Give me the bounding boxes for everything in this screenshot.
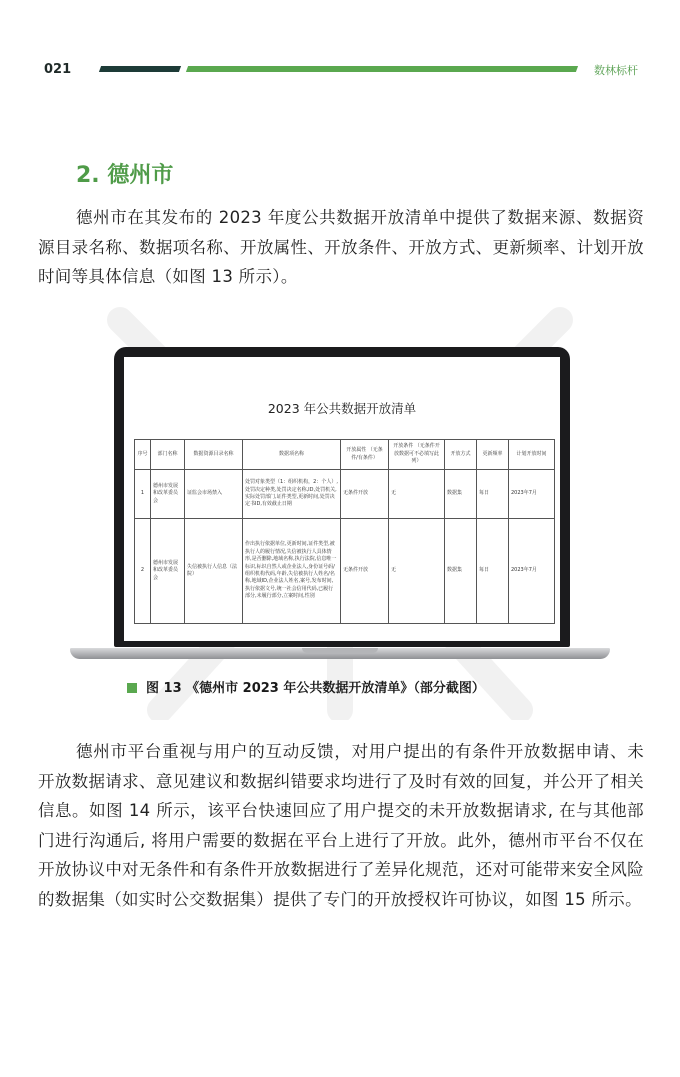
intro-paragraph: 德州市在其发布的 2023 年度公共数据开放清单中提供了数据来源、数据资源目录名称、数据项名称、开放属性、开放条件、开放方式、更新频率、计划开放时间等具体信息（如图 13 所示）。 — [38, 208, 644, 286]
header-method: 开放方式 — [445, 440, 477, 470]
table-title: 2023 年公共数据开放清单 — [267, 401, 417, 416]
feedback-paragraph: 德州市平台重视与用户的互动反馈，对用户提出的有条件开放数据申请、未开放数据请求、意见建议和数据纠错要求均进行了及时有效的回复，并公开了相关信息。如图 14 所示，该平台快速回应了用户提交的未开放数据请求, 在与其他部门进行沟通后, 将用户需要的数据在平台上进行了开放。此外，德州市平台不仅在开放协议中对无条件和有条件开放数据进行了差异化规范，还对可能带来安全风险的数据集（如实时公交数据集）提供了专门的开放授权许可协议，如图 15 所示。 — [38, 742, 644, 909]
figure-caption — [127, 677, 485, 696]
header-rule-green — [186, 66, 578, 72]
header-catalog: 数据资源目录名称 — [185, 440, 243, 470]
cell-items: 处罚对象类型（1：组织机构，2：个人）,处罚决定种类,处罚决定名称,ID,处罚机关,实际处罚部门,证件类型,更新时间,处罚决定书ID,有效截止日期 — [243, 470, 341, 519]
header-no: 序号 — [135, 440, 151, 470]
header-plan: 计划开放时间 — [509, 440, 555, 470]
brand-label: 数林标杆 — [594, 64, 638, 77]
data-open-list-table — [134, 439, 555, 624]
section-title: 2. 德州市 — [76, 163, 174, 188]
caption-text: 图 13 《德州市 2023 年公共数据开放清单》（部分截图） — [146, 681, 485, 696]
header-dept: 部门名称 — [151, 440, 185, 470]
cell-items: 作出执行依据单位,更新时间,证件类型,被执行人的履行情况,失信被执行人具体情形,是否删除,地域名称,执行法院,信息唯一标识,标识自然人或企业法人,身份证号码/组织机构代码,年龄,失信被执行人姓名/名称,地域ID,企业法人姓名,案号,发布时间,执行依据文号,统一社会信用代码,已履行部分,未履行部分,立案时间,性别 — [243, 519, 341, 624]
header-attr: 开放属性 （无条件/有条件） — [341, 440, 389, 470]
cell-method: 数据集 — [445, 519, 477, 624]
cell-catalog: 失信被执行人信息（法院） — [185, 519, 243, 624]
cell-freq: 每日 — [477, 470, 509, 519]
laptop-figure — [70, 345, 610, 665]
cell-no: 2 — [135, 519, 151, 624]
cell-plan: 2023年7月 — [509, 470, 555, 519]
table-row — [135, 470, 555, 519]
header-freq: 更新频率 — [477, 440, 509, 470]
page-number: 021 — [44, 62, 72, 77]
header-rule-dark — [99, 66, 181, 72]
cell-no: 1 — [135, 470, 151, 519]
laptop-screen — [124, 357, 560, 641]
cell-method: 数据集 — [445, 470, 477, 519]
header-items: 数据项名称 — [243, 440, 341, 470]
table-header-row — [135, 440, 555, 470]
cell-cond: 无 — [389, 470, 445, 519]
cell-freq: 每日 — [477, 519, 509, 624]
laptop-notch — [302, 648, 378, 653]
cell-dept: 德州市发展和改革委员会 — [151, 519, 185, 624]
caption-square-icon — [127, 683, 137, 693]
table-row — [135, 519, 555, 624]
cell-catalog: 证监会市场禁入 — [185, 470, 243, 519]
header-cond: 开放条件 （无条件开放数据可不必填写此列） — [389, 440, 445, 470]
cell-attr: 无条件开放 — [341, 470, 389, 519]
cell-dept: 德州市发展和改革委员会 — [151, 470, 185, 519]
cell-attr: 无条件开放 — [341, 519, 389, 624]
cell-plan: 2023年7月 — [509, 519, 555, 624]
cell-cond: 无 — [389, 519, 445, 624]
